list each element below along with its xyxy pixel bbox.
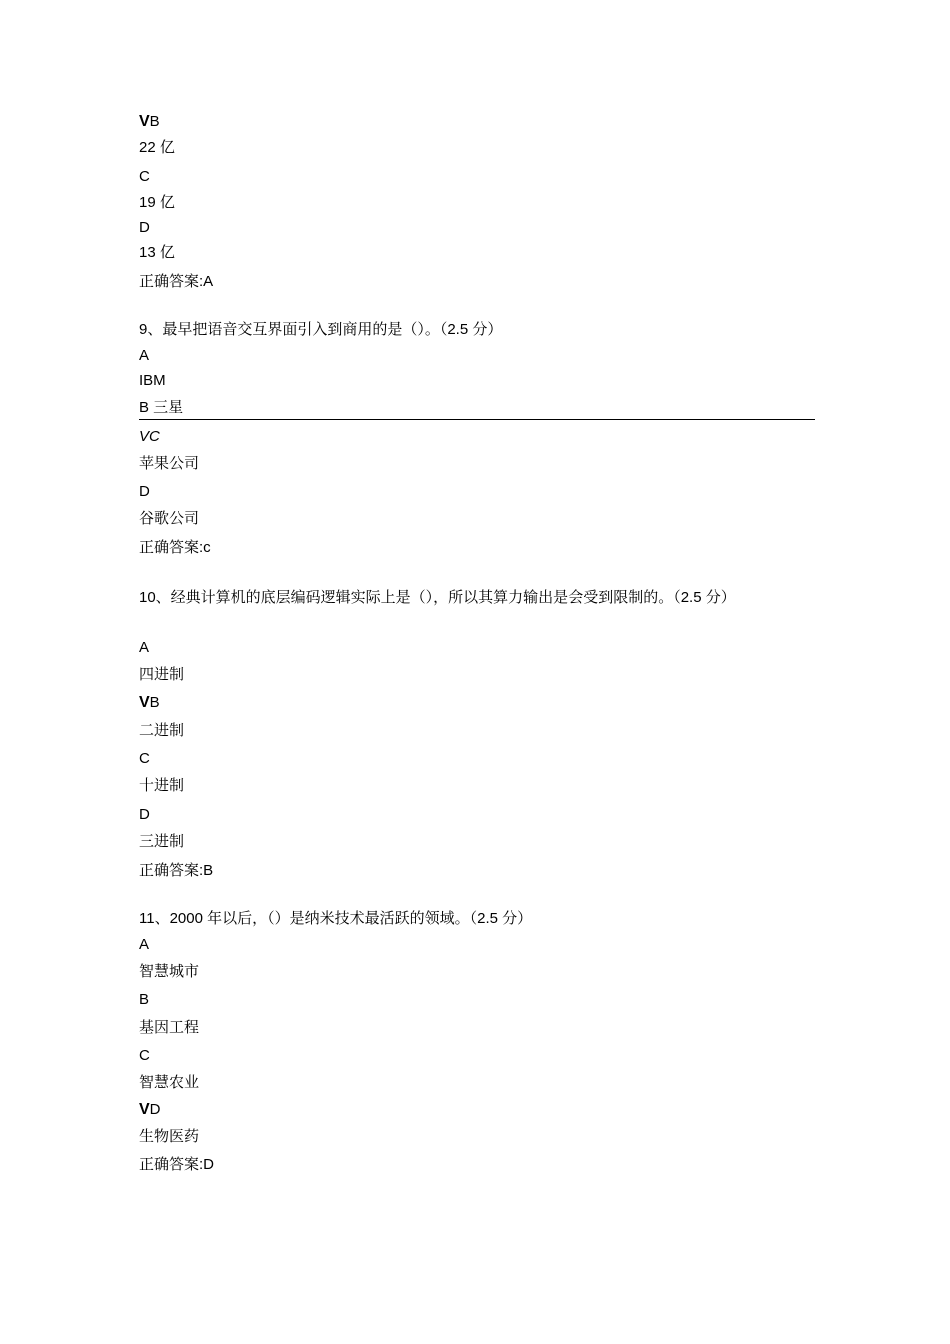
q9-option-a-text: IBM [139, 372, 166, 389]
q8-option-d-marker: D [139, 219, 150, 236]
option-letter: B [149, 694, 160, 711]
check-mark: V [139, 1101, 150, 1118]
q8-option-c-marker: C [139, 168, 150, 185]
q11-option-d-marker [139, 1100, 161, 1120]
q11-question: 11、2000 年以后，（）是纳米技术最活跃的领域。（2.5 分） [139, 910, 533, 927]
q10-option-d-marker: D [139, 806, 150, 823]
q11-option-a-marker: A [139, 936, 150, 953]
q8-option-b-text: 22 亿 [139, 139, 175, 156]
q11-option-d-text: 生物医药 [139, 1128, 200, 1145]
q10-option-a-text: 四进制 [139, 666, 185, 683]
q8-option-b-marker [139, 112, 160, 132]
q11-option-c-marker: C [139, 1047, 150, 1064]
q10-option-d-text: 三进制 [139, 833, 185, 850]
q10-option-b-text: 二进制 [139, 722, 185, 739]
q9-option-c-marker: VC [139, 428, 160, 445]
q9-answer: 正确答案:c [139, 539, 211, 556]
q8-option-d-text: 13 亿 [139, 244, 175, 261]
q8-answer: 正确答案:A [139, 273, 214, 290]
q11-option-b-marker: B [139, 991, 150, 1008]
horizontal-rule [139, 419, 815, 420]
q10-answer: 正确答案:B [139, 862, 214, 879]
q9-option-d-marker: D [139, 483, 150, 500]
q11-option-c-text: 智慧农业 [139, 1074, 200, 1091]
q9-option-d-text: 谷歌公司 [139, 510, 200, 527]
q9-option-c-text: 苹果公司 [139, 455, 200, 472]
option-letter: D [149, 1101, 161, 1118]
q9-option-a-marker: A [139, 347, 150, 364]
check-mark: V [139, 694, 150, 711]
check-mark: V [139, 113, 150, 130]
q8-option-c-text: 19 亿 [139, 194, 175, 211]
q10-option-b-marker [139, 693, 160, 713]
q10-question: 10、经典计算机的底层编码逻辑实际上是（），所以其算力输出是会受到限制的。（2.5 分） [139, 589, 736, 606]
q9-question: 9、最早把语音交互界面引入到商用的是（）。（2.5 分） [139, 321, 503, 338]
q11-answer: 正确答案:D [139, 1156, 215, 1173]
q11-option-a-text: 智慧城市 [139, 963, 200, 980]
option-letter: B [149, 113, 160, 130]
q11-option-b-text: 基因工程 [139, 1019, 200, 1036]
q10-option-a-marker: A [139, 639, 150, 656]
q9-option-b-line: B 三星 [139, 399, 184, 416]
q10-option-c-text: 十进制 [139, 777, 185, 794]
q10-option-c-marker: C [139, 750, 150, 767]
